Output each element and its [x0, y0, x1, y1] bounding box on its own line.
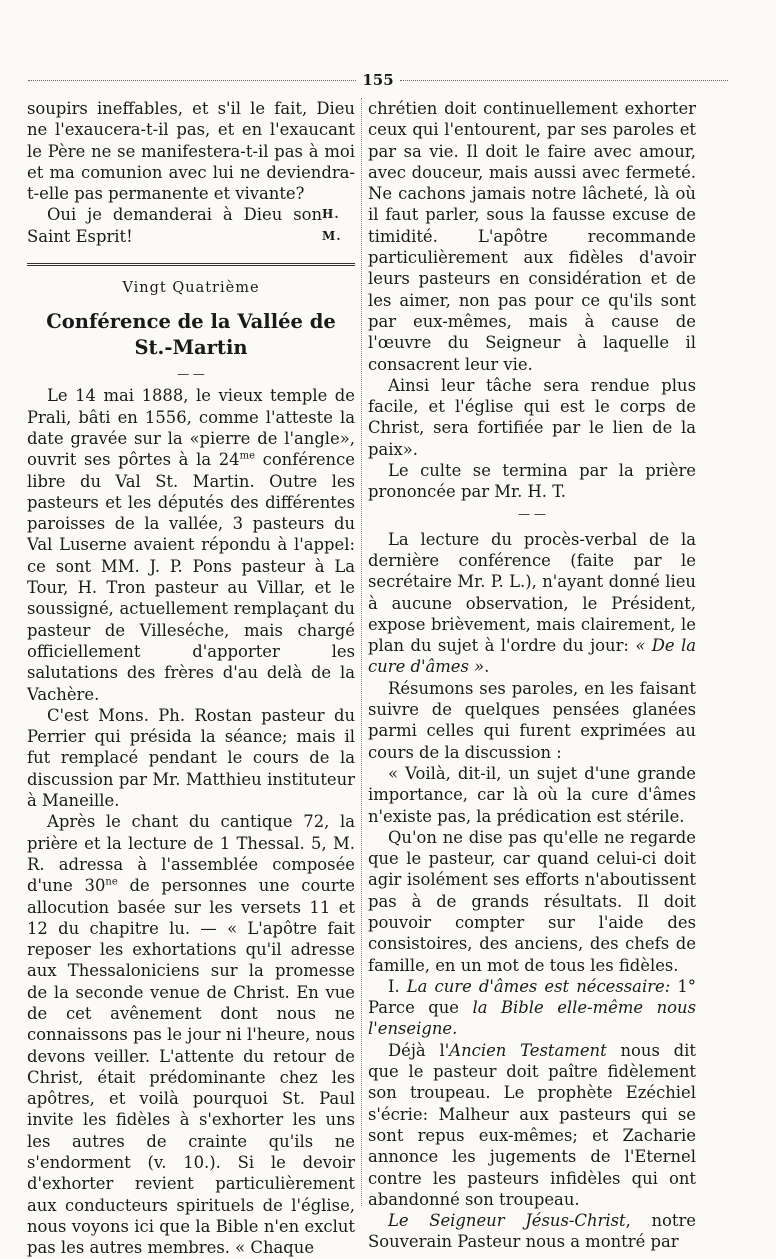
- right-paragraph-4-a: La lecture du procès-verbal de la dernière conférence (faite par le secrétaire Mr. P. L.), n'ayant donné lieu à aucune observation, le Président, expose brièvement, mais clairement, le plan du sujet à l'ordre du jour:: [368, 529, 696, 656]
- left-column: [27, 98, 355, 1259]
- intro-paragraph: soupirs ineffables, et s'il le fait, Dieu ne l'exaucera-t-il pas, et en l'exaucant le Père ne se manifestera-t-il pas à moi et ma comunion avec lui ne deviendra-t-elle pas permanente et vivante?: [27, 99, 355, 204]
- right-paragraph-9-b: nous dit que le pasteur doit paître fidèlement son troupeau. Le prophète Ezéchiel s'écrie: Malheur aux pasteurs qui se sont repus eux-mêmes; et Zacharie annonce les jugements de l'Eternel contre les pasteurs infidèles qui ont abandonné son troupeau.: [368, 1040, 697, 1209]
- paragraph-1-sup: me: [239, 450, 255, 462]
- right-paragraph-9-a: Déjà l': [388, 1040, 450, 1060]
- paragraph-2: C'est Mons. Ph. Rostan pasteur du Perrier qui présida la séance; mais il fut remplacé pendant le cours de la discussion par Mr. Matthieu instituteur à Maneille.: [27, 705, 355, 811]
- heading-dash: — —: [177, 367, 205, 382]
- right-paragraph-8-italic: La cure d'âmes est nécessaire:: [399, 976, 671, 996]
- right-paragraph-6: « Voilà, dit-il, un sujet d'une grande importance, car là où la cure d'âmes n'existe pas, la prédication est stérile.: [368, 763, 696, 826]
- paragraph-1-b: conférence libre du Val St. Martin. Outre les pasteurs et les députés des différentes paroisses de la vallée, 3 pasteurs du Val Luserne avaient répondu à l'appel: ce sont MM. J. P. Pons pasteur à La Tour, H. Tron pasteur au Villar, et le soussigné, actuellement remplaçant du pasteur de Villeséche, mais chargé officiellement d'apporter les salutations des frères d'au delà de la Vachère.: [27, 450, 355, 704]
- right-paragraph-2: Ainsi leur tâche sera rendue plus facile, et l'église qui est le corps de Christ, sera fortifiée par le lien de la paix».: [368, 375, 696, 459]
- section-divider: [27, 263, 355, 266]
- right-paragraph-8-italic2: la Bible elle-même nous l'enseigne.: [368, 998, 696, 1039]
- closing-line: Oui je demanderai à Dieu son Saint Esprit!: [27, 205, 323, 246]
- right-paragraph-10-italic: Le Seigneur Jésus-Christ: [388, 1211, 626, 1231]
- right-paragraph-9-italic: Ancien Testament: [449, 1040, 607, 1060]
- right-paragraph-3: Le culte se termina par la prière prononcée par Mr. H. T.: [368, 461, 696, 502]
- signature: H. M.: [322, 207, 342, 243]
- right-paragraph-9: [368, 1040, 696, 1210]
- right-dash: — —: [518, 506, 546, 521]
- right-column: [368, 98, 696, 1253]
- right-paragraph-4-italic: « De la cure d'âmes »: [368, 636, 696, 677]
- paragraph-3-a: Après le chant du cantique 72, la prière et la lecture de 1 Thessal. 5, M. R. adressa à l'assemblée composée d'une 30: [27, 812, 355, 896]
- paragraph-1: [27, 385, 355, 704]
- right-paragraph-10: [368, 1210, 696, 1253]
- closing-row: [27, 204, 355, 247]
- right-paragraph-8-b: 1° Parce que: [368, 976, 696, 1018]
- paragraph-3-sup: ne: [105, 876, 118, 888]
- header-rule-left: [28, 80, 356, 81]
- paragraph-1-a: Le 14 mai 1888, le vieux temple de Prali, bâti en 1556, comme l'atteste la date gravée sur la «pierre de l'angle», ouvrit ses pôrtes à la 24: [27, 386, 355, 470]
- right-paragraph-10-b: , notre Souverain Pasteur nous a montré par: [368, 1211, 696, 1252]
- page-number: 155: [362, 71, 394, 89]
- article-heading: Conférence de la Vallée de St.-Martin: [46, 310, 336, 360]
- paragraph-3-b: de personnes une courte allocution basée sur les versets 11 et 12 du chapitre lu. — « L'apôtre fait reposer les exhortations qu'il adresse aux Thessaloniciens sur la promesse de la seconde venue de Christ. En vue de cet avênement dont nous ne connaissons pas le jour ni l'heure, nous devons veiller. L'attente du retour de Christ, était prédominante chez les apôtres, et voilà pourquoi St. Paul invite les fidèles à s'exhorter les uns les autres de crainte qu'ils ne s'endorment (v. 10.). Si le devoir d'exhorter revient particulièrement aux conducteurs spirituels de l'église, nous voyons ici que la Bible n'en exclut pas les autres membres. « Chaque: [27, 876, 355, 1258]
- right-paragraph-5: Résumons ses paroles, en les faisant suivre de quelques pensées glanées parmi celles qui furent exprimées au cours de la discussion :: [368, 678, 696, 762]
- column-separator: [361, 98, 362, 1206]
- right-paragraph-4: [368, 529, 696, 678]
- header-rule-right: [400, 80, 728, 81]
- right-paragraph-4-end: .: [484, 657, 490, 677]
- right-paragraph-8: [368, 976, 696, 1040]
- right-paragraph-8-num: I.: [388, 976, 400, 996]
- right-paragraph-7: Qu'on ne dise pas qu'elle ne regarde que le pasteur, car quand celui-ci doit agir isolément ses efforts n'aboutissent pas à de grands résultats. Il doit pouvoir compter sur l'aide des consistoires, des anciens, des chefs de famille, en un mot de tous les fidèles.: [368, 827, 696, 975]
- page-header: [28, 70, 728, 90]
- section-label: Vingt Quatrième: [122, 280, 260, 297]
- right-paragraph-1: chrétien doit continuellement exhorter ceux qui l'entourent, par ses paroles et par sa vie. Il doit le faire avec amour, avec douceur, mais aussi avec fermeté. Ne cachons jamais notre lâcheté, là où il faut parler, sous la fausse excuse de timidité. L'apôtre recommande particulièrement aux fidèles d'avoir leurs pasteurs en considération et de les aimer, non pas pour ce qu'ils sont par eux-mêmes, mais à cause de l'œuvre du Seigneur à laquelle il consacrent leur vie.: [368, 99, 696, 374]
- paragraph-3: [27, 811, 355, 1258]
